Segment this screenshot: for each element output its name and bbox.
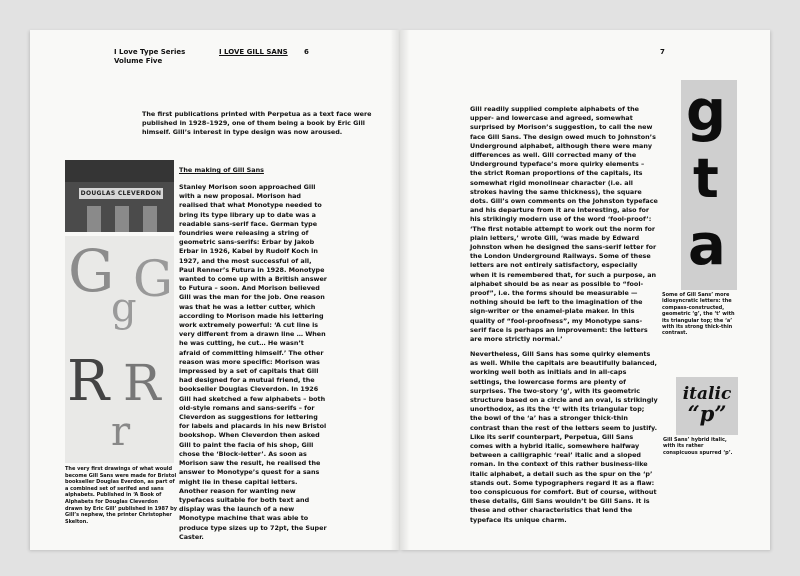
- page-gutter: [390, 30, 410, 550]
- letters-caption: Some of Gill Sans’ more idiosyncratic letters: the compass-constructed, geometric ‘g’, the ‘t’ with its triangular top; the ‘a’ with its strong thick-thin contrast.: [662, 292, 735, 337]
- specimen-letter-t: t: [693, 147, 719, 210]
- specimen-letter-g: g: [686, 79, 727, 144]
- specimen-letter-a: a: [688, 213, 726, 278]
- section-heading: The making of Gill Sans: [179, 166, 264, 174]
- body-paragraph-1: Gill readily supplied complete alphabets of the upper- and lowercase and agreed, somewhat surprised by Morison’s suggestion, to call the new face Gill Sans. The design owed much to Johnston’s Underground alphabet, although there were many differences as well. Gill corrected many of the Underground typeface’s more quirky elements – the strict Roman proportions of the capitals, its somewhat rigid monolinear character (i.e. all strokes having the same thickness), the square dots. Gill’s own comments on the Johnston typeface and his departure from it are interesting, also for his strikingly modern use of the word ‘fool-proof’: ‘The first notable attempt to work out the norm for plain letters,’ wrote Gill, ‘was made by Edward Johnston when he designed the sans-serif letter for the London Underground Railways. Some of these letters are not entirely satisfactory, especially when it is remembered that, for such a purpose, an alphabet should be as near as possible to “fool-proof”, i.e. the forms should be measurable — nothing should be left to the imagination of the sign-writer or the enamel-plate maker. In this quality of “fool-proofness”, my Monotype sans-serif face is perhaps an improvement: the letters are more strictly normal.’: [470, 105, 658, 344]
- italic-word: italic: [682, 384, 732, 404]
- drawing-glyph: R: [123, 354, 161, 412]
- drawings-caption: The very first drawings of what would become Gill Sans were made for Bristol bookseller Douglas Everdon, as part of a combined set of serifed and sans alphabets. Published in ‘A Book of Alphabets for Douglas Cleverdon drawn by Eric Gill’ published in 1987 by Gill’s nephew, the printer Christopher Skelton.: [65, 466, 178, 525]
- letter-drawings: [65, 236, 174, 463]
- section-body: Stanley Morison soon approached Gill with a new proposal. Morison had realised that what Monotype needed to bring its type library up to date was a readable sans-serif face. German type foundries were releasing a string of geometric sans-serifs: Erbar by Jakob Erbar in 1926, Kabel by Rudolf Koch in 1927, and the most successful of all, Paul Renner’s Futura in 1928. Monotype wanted to come up with a British answer to Futura – soon. And Morison believed Gill was the man for the job. One reason was that he was a letter cutter, which according to Morison made his lettering work extremely powerful: ‘A cut line is very different from a drawn line … When he was cutting, he cut… He wasn’t afraid of committing himself.’ The other reason was more specific: Morison was impressed by a set of capitals that Gill had designed for a mutual friend, the bookseller Douglas Cleverdon. In 1926 Gill had sketched a few alphabets – both old-style romans and sans-serifs – for Cleverdon as suggestions for lettering for labels and placards in his new Bristol bookshop. When Cleverdon then asked Gill to paint the facia of his shop, Gill chose the ‘Block-letter’. As soon as Morison saw the result, he realised the answer to Monotype’s quest for a sans might lie in these capital letters. Another reason for wanting new typefaces suitable for both text and display was the launch of a new Monotype machine that was able to produce type sizes up to 72pt, the Super Caster.: [179, 183, 327, 541]
- drawing-glyph: R: [67, 349, 110, 414]
- photo-window: [87, 206, 101, 232]
- drawing-glyph: r: [111, 409, 131, 455]
- page-number-left: 6: [304, 48, 309, 56]
- photo-window: [143, 206, 157, 232]
- drawing-glyph: G: [68, 237, 115, 305]
- intro-paragraph: The first publications printed with Perpetua as a text face were published in 1928–1929, one of them being a book by Eric Gill himself. Gill’s interest in type design was now aroused.: [142, 110, 372, 137]
- photo-facade: [65, 160, 174, 182]
- italic-p: “p”: [687, 401, 727, 426]
- page-number-right: 7: [660, 48, 665, 56]
- running-title: I LOVE GILL SANS: [219, 48, 288, 56]
- cleverdon-shop-photo: [65, 160, 174, 232]
- shop-sign: DOUGLAS CLEVERDON: [80, 190, 162, 197]
- drawing-glyph: G: [133, 250, 173, 308]
- drawing-glyph: g: [111, 285, 137, 331]
- photo-window: [115, 206, 129, 232]
- italic-caption: Gill Sans’ hybrid italic, with its rather conspicuous spurred ‘p’.: [663, 437, 733, 456]
- body-paragraph-2: Nevertheless, Gill Sans has some quirky elements as well. While the capitals are beautifully balanced, working well both as initials and in all-caps settings, the lowercase forms are plenty of surprises. The two-story ‘g’, with its geometric structure based on a circle and an oval, is strikingly unorthodox, as its the ‘t’ with its triangular top; the bowl of the ‘a’ has a stronger thick-thin contrast than the rest of the letters seem to justify. Like its serif counterpart, Perpetua, Gill Sans comes with a hybrid italic, somewhere halfway between a calligraphic ‘real’ italic and a sloped roman. In the context of this rather business-like italic alphabet, a detail such as the spur on the ‘p’ stands out. Some typographers regard it as a flaw: too conspicuous for comfort. But of course, without these details, Gill Sans wouldn’t be Gill Sans. It is these and other characteristics that lend the typeface its unique charm.: [470, 350, 658, 524]
- series-header: I Love Type Series Volume Five: [114, 48, 186, 65]
